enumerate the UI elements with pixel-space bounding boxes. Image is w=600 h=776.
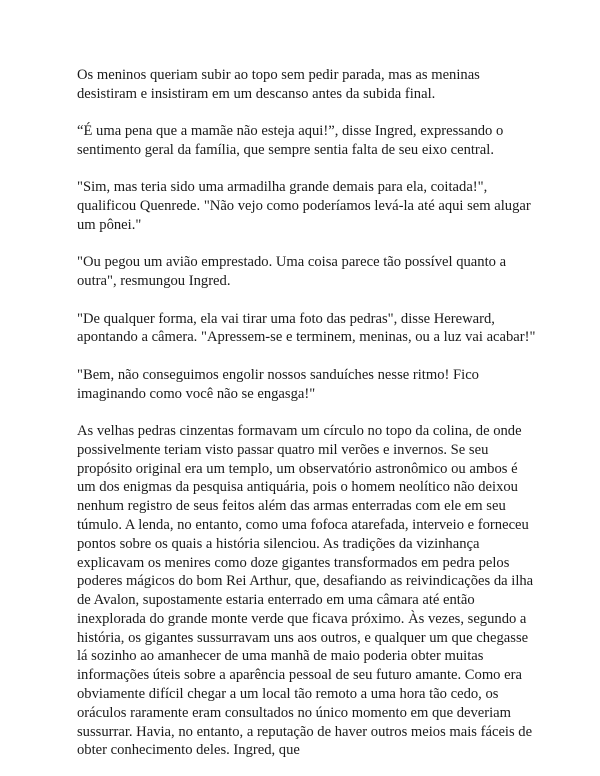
paragraph: "Ou pegou um avião emprestado. Uma coisa parece tão possível quanto a outra", resmungou Ingred. <box>77 254 507 290</box>
paragraph: “É uma pena que a mamãe não esteja aqui!”, disse Ingred, expressando o sentimento geral da família, que sempre sentia falta de seu eixo central. <box>77 123 504 158</box>
paragraph: "De qualquer forma, ela vai tirar uma foto das pedras", disse Hereward, apontando a câmera. "Apressem-se e terminem, meninas, ou a luz vai acabar!" <box>77 310 536 346</box>
paragraph: "Sim, mas teria sido uma armadilha grande demais para ela, coitada!", qualificou Quenrede. "Não vejo como poderíamos levá-la até aqui sem alugar um pônei." <box>77 179 531 233</box>
paragraph: "Bem, não conseguimos engolir nossos sanduíches nesse ritmo! Fico imaginando como você não se engasga!" <box>77 366 479 402</box>
paragraph: As velhas pedras cinzentas formavam um círculo no topo da colina, de onde possivelmente teriam visto passar quatro mil verões e invernos. Se seu propósito original era um templo, um observatório astronômico ou ambos é um dos enigmas da pesquisa antiquária, pois o homem neolítico não deixou nenhum registro de seus feitos além das armas enterradas com ele em seu túmulo. A lenda, no entanto, como uma fofoca atarefada, interveio e forneceu pontos sobre os quais a história silenciou. As tradições da vizinhança explicavam os menires como doze gigantes transformados em pedra pelos poderes mágicos do bom Rei Arthur, que, desafiando as reivindicações da ilha de Avalon, supostamente estaria enterrado em uma câmara até então inexplorada do grande monte verde que ficava próximo. Às vezes, segundo a história, os gigantes sussurravam uns aos outros, e qualquer um que chegasse lá sozinho ao amanhecer de uma manhã de maio poderia obter muitas informações úteis sobre a aparência pessoal de seu futuro amante. Como era obviamente difícil chegar a um local tão remoto a uma hora tão cedo, os oráculos raramente eram consultados no único momento em que deveriam sussurrar. Havia, no entanto, a reputação de haver outros meios mais fáceis de obter conhecimento deles. Ingred, que <box>77 422 534 759</box>
paragraph: Os meninos queriam subir ao topo sem pedir parada, mas as meninas desistiram e insistiram em um descanso antes da subida final. <box>77 67 480 102</box>
body-text <box>77 66 537 760</box>
